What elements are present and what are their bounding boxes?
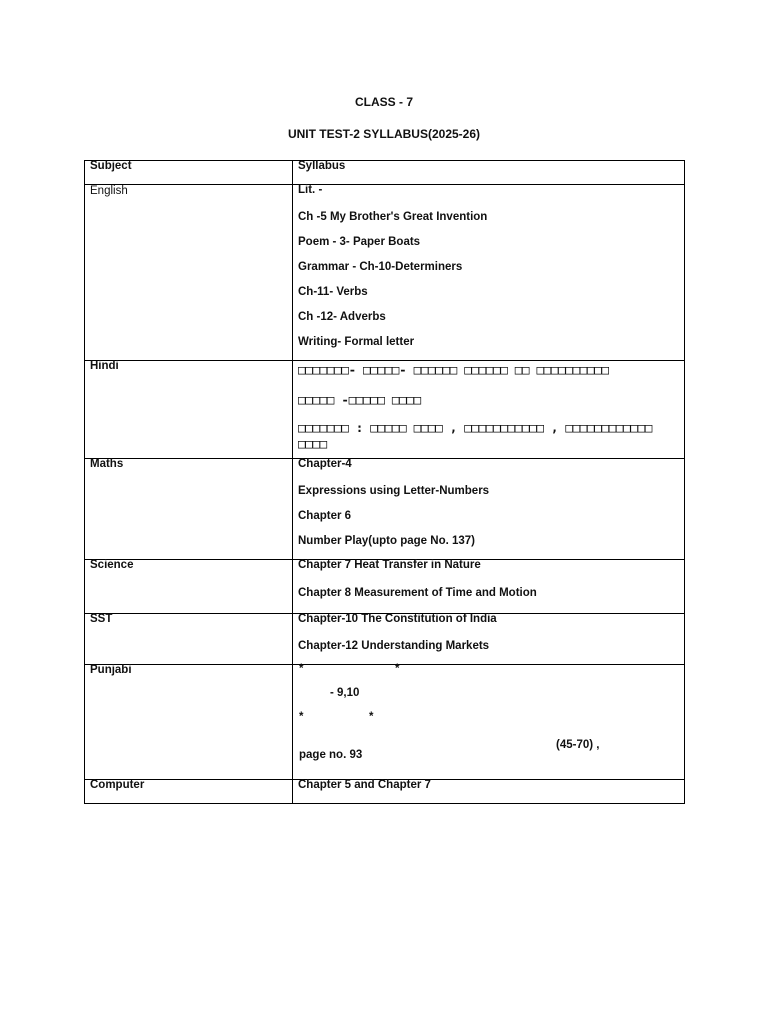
test-title: UNIT TEST-2 SYLLABUS(2025-26)	[287, 127, 481, 141]
syllabus-line: □□□□□□□- □□□□□- □□□□□□ □□□□□□ □□ □□□□□□□□□□	[298, 362, 609, 377]
syllabus-sst	[293, 614, 685, 665]
syllabus-line: □□□□□□□ : □□□□□ □□□□ , □□□□□□□□□□□ , □□□□□□□□□□□□ □□□□	[298, 420, 653, 451]
syllabus-line: Chapter 6	[298, 510, 352, 522]
table-row-science	[85, 560, 685, 614]
subject-hindi: Hindi	[85, 361, 293, 459]
bullet-star: *	[299, 711, 304, 723]
syllabus-line: Ch -5 My Brother's Great Invention	[298, 211, 488, 223]
syllabus-line: Ch -12- Adverbs	[298, 311, 386, 323]
syllabus-line: Chapter-12 Understanding Markets	[298, 640, 490, 652]
punjabi-chapters: - 9,10	[330, 687, 360, 699]
class-title: CLASS - 7	[354, 95, 413, 109]
syllabus-punjabi	[293, 665, 685, 780]
table-row-hindi	[85, 361, 685, 459]
syllabus-line: Expressions using Letter-Numbers	[298, 485, 490, 497]
bullet-star: *	[299, 663, 304, 675]
table-row-punjabi	[85, 665, 685, 780]
syllabus-line: Chapter 5 and Chapter 7	[298, 779, 431, 791]
subject-sst: SST	[85, 614, 293, 665]
bullet-star: *	[369, 711, 374, 723]
bullet-star: *	[395, 663, 400, 675]
syllabus-hindi	[293, 361, 685, 459]
table-row-maths	[85, 459, 685, 560]
syllabus-line: Chapter 7 Heat Transfer in Nature	[298, 559, 481, 571]
syllabus-computer	[293, 780, 685, 804]
subject-header: Subject	[85, 161, 293, 185]
subject-computer: Computer	[85, 780, 293, 804]
syllabus-line: Grammar - Ch-10-Determiners	[298, 261, 463, 273]
punjabi-range: (45-70) ,	[556, 739, 600, 751]
syllabus-table	[84, 160, 685, 804]
table-row-computer	[85, 780, 685, 804]
subject-punjabi: Punjabi	[85, 665, 293, 780]
syllabus-line: Writing- Formal letter	[298, 336, 415, 348]
punjabi-page: page no. 93	[299, 749, 363, 761]
syllabus-line: Chapter-4	[298, 458, 352, 470]
syllabus-line: □□□□□ -□□□□□ □□□□	[298, 392, 421, 407]
table-row-english	[85, 185, 685, 361]
syllabus-line: Number Play(upto page No. 137)	[298, 535, 476, 547]
syllabus-line: Ch-11- Verbs	[298, 286, 368, 298]
syllabus-line: Chapter 8 Measurement of Time and Motion	[298, 587, 537, 599]
subject-maths: Maths	[85, 459, 293, 560]
syllabus-science	[293, 560, 685, 614]
syllabus-english	[293, 185, 685, 361]
table-header-row	[85, 161, 685, 185]
syllabus-line: Poem - 3- Paper Boats	[298, 236, 421, 248]
syllabus-line: Lit. -	[298, 184, 323, 196]
subject-english: English	[85, 185, 293, 361]
table-row-sst	[85, 614, 685, 665]
syllabus-line: Chapter-10 The Constitution of India	[298, 613, 497, 625]
syllabus-header: Syllabus	[293, 161, 685, 185]
syllabus-maths	[293, 459, 685, 560]
subject-science: Science	[85, 560, 293, 614]
